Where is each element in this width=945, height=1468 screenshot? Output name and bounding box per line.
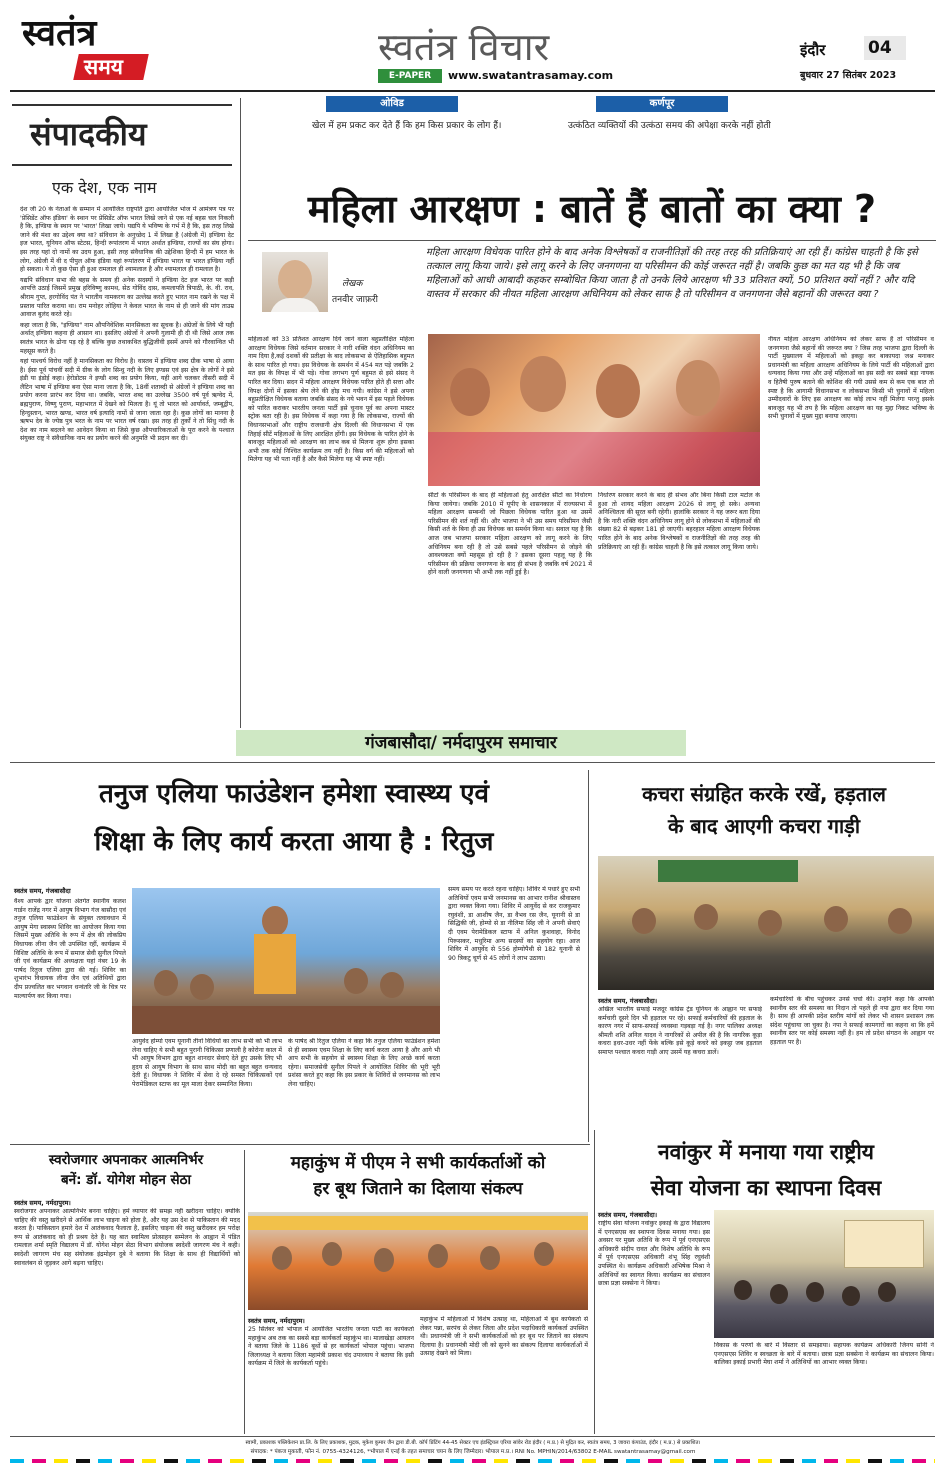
story3-headline-line2: बनें: डॉ. योगेश मोहन सेठा [60,1172,192,1188]
city-label: इंदौर [800,41,826,59]
story1-byline: स्वतंत्र समय, गंजबासौदा [14,887,71,895]
masthead-logo [22,14,162,82]
nss-event-photo [714,1210,934,1338]
logo-bottom-text: समय [84,55,123,79]
bjp-workers-photo [248,1212,588,1310]
health-camp-photo [132,888,440,1034]
story3-headline-line1: स्वरोजगार अपनाकर आत्मनिर्भर [48,1152,204,1168]
story2-headline [592,778,936,842]
story5-headline-line1: नवांकुर में मनाया गया राष्ट्रीय [658,1140,874,1164]
story4-headline-line2: हर बूथ जिताने का दिलाया संकल्प [313,1179,523,1199]
main-article-col4: नीयत महिला आरक्षण अधिनियम को लेकर साफ है तो परिसीमन व जनगणना जैसे बहानों की जरूरत क्या ? जिस तरह भाजपा द्वारा दिल्ली के पार्टी मुख्यालय में महिलाओं को इकट्ठा कर बाकायदा जश्न मनाकर प्रधानमंत्री का महिला आरक्षण अधिनियम के लिये पार्टी की महिलाओं द्वारा धन्यवाद किया गया और उन्हें महिलाओं का इस सदी का सबसे बड़ा नायक व हितैषी पुरुष बताने की कोशिश की गयी उससे कम से कम एक बात तो स्पष्ट है कि आगामी विधानसभा व लोकसभा किसी भी चुनावों में महिला उम्मीदवारों के लिए इस आरक्षण का कोई लाभ नहीं मिलेगा परन्तु इसके बावजूद यह भी तय है कि महिला आरक्षण का यह मुद्दा निकट भविष्य के सभी चुनावों में मुख्य मुद्दा बनाया जाएगा। [768,336,934,421]
issue-date: बुधवार 27 सितंबर 2023 [800,70,897,81]
editorial-paragraph: कहा जाता है कि, "इण्डिया" नाम औपनिवेशिक मानसिकता का सूचक है। अंग्रेजों के लिये भी यही अर्थात् इण्डिया कहना ही आसान था। इसलिए अंग्रेजों ने अपनी गुलामी ही दी थी जिसे आज तक स्वतंत्र भारत के ढोना पड़ रहे है बल्कि कुछ तथाकथित बुद्धिजीवी इसमें अपने को गौरवान्वित भी महसूस करते है। [20,321,234,355]
section-rule [10,762,935,763]
color-registration-bar [10,1459,935,1463]
story-rule [10,1144,590,1145]
footer-editor-line: संपादक: * पंकज मुकाती, फोन नं. 0755-4324126, *भोपाल में एनई के तहत समाचार चयन के लिए जिम्मेदार। भोपाल म.प्र.। RNI No. MPHIN/2014/63802 E-MAIL swatantrasamay@gmail.com [250,1449,696,1455]
story2-headline-line1: कचरा संग्रहित करके रखें, हड़ताल [642,782,886,806]
story5-headline-line2: सेवा योजना का स्थापना दिवस [650,1176,882,1200]
story2-col1: अखिल भारतीय सफाई मजदूर कांग्रेस ट्रेड यूनियन के आह्वान पर सफाई कर्मचारी दूसरे दिन भी हड़ताल पर रहे। सफाई कर्मचारियों की हड़ताल के कारण नगर में साफ-सफाई व्यवस्था गड़बड़ा गई है। नगर पालिका अध्यक्ष श्रीमती शशि अनिल यादव ने नागरिकों से अपील की है कि नागरिक कूड़ा कचरा इधर-उधर नहीं फेंके बल्कि इसे कूड़े कचरे को इकट्ठा जब हड़ताल समाप्त पश्चात कचरा गाड़ी आए उसमें यह कचरा डालें। [598,1006,762,1056]
story4-byline: स्वतंत्र समय, नर्मदापुरम। [248,1317,305,1325]
main-article-col3: निर्धारण सरकार करने के बाद ही संभव और बिना किसी टाल मटोल के हुआ तो शायद महिला आरक्षण 2026 से लागू हो सके। अन्यथा अनिश्चितता की सूरत बनी रहेगी। हालांकि सरकार ने यह जरूर बता दिया है कि नारी शक्ति वंदन अधिनियम लागू होने से लोकसभा में महिलाओं की संख्या 82 से बढ़कर 181 हो जाएगी। बहरहाल महिला आरक्षण विधेयक पारित होने के बाद अनेक विश्लेषकों व राजनीतिज्ञों की तरह तरह की प्रतिक्रियाएं आ रही हैं। कांग्रेस चाहती है कि इसे तत्काल लागू किया जाये। [598,492,760,551]
column-divider [244,1150,245,1434]
main-article-col1: महिलाओं को 33 प्रतिशत आरक्षण दिये जाने वाला बहुप्रतीक्षित महिला आरक्षण विधेयक जिसे वर्तमान सरकार ने नारी शक्ति वंदन अधिनियम का नाम दिया है,कई दशकों की प्रतीक्षा के बाद लोकसभा से ऐतिहासिक बहुमत के साथ पारित हो गया। इस विधेयक के समर्थन में 454 मत पड़े जबकि 2 मत इस के विपक्ष में भी पड़े। गोवा लगभग पूर्ण बहुमत से इसे संसद ने पारित कर दिया। सदन में महिला आरक्षण विधेयक पारित होते ही सत्ता और विपक्ष दोनों में इसका श्रेय लेने की होड़ मच गयी। कांग्रेस ने इसे अपना बहुप्रतीक्षित विधेयक बताया जबकि संसद के नये भवन में इस पहले विधेयक को पारित कराकर भारतीय जनता पार्टी इसे चुनाव पूर्व का अपना मास्टर स्ट्रोक बता रही है। इस विधेयक में कहा गया है कि लोकसभा, राज्यों की विधानसभाओं और राष्ट्रीय राजधानी क्षेत्र दिल्ली की विधानसभा में एक तिहाई सीटें महिलाओं के लिए आरक्षित होंगी। इस विधेयक के पारित होने के बावजूद महिलाओं को आरक्षण का लाभ कब से मिलना शुरू होगा इसका अभी तक कोई निश्चित कार्यक्रम तय नहीं है। किस वर्ग की महिलाओं को मिलेगा यह भी पता नहीं है और कैसे मिलेगा यह भी स्पष्ट नहीं। [248,336,414,464]
editorial-paragraph: यहां पाश्चर्य विरोध नहीं है मानसिकता का विरोध है। वास्तव में इण्डिया शब्द ग्रीक भाषा से आया है। ईसा पूर्व पांचवीं सदी में ग्रीक के लोग सिन्धु नदी के लिए इण्डस एवं इस क्षेत्र के लोगों ने इसे इंडी या इंडोई कहा। हेरोडोटस ने इण्डी शब्द का प्रयोग किया, यही आगे चलकर तीसरी सदी में लैटिन भाषा में इण्डिया बना ऐसा माना जाता है कि, 18वीं शताब्दी से अंग्रेजों ने इण्डिया शब्द का प्रयोग करना प्रारंभ कर दिया था। जबकि, भारत शब्द का उल्लेख 3500 वर्ष पूर्व ऋग्वेद में, ब्रह्मपुराण, विष्णु पुराण, महाभारत में देखने को मिलता है। यूं तो भारत को आर्यावर्त, जम्बूद्वीप, हिन्दुस्तान, भारत खण्ड, भारत वर्ष इत्यादि नामों से जाना जाता रहा है। कुछ लोगों का मानना है ऋषभ देव के ज्येष्ठ पुत्र भरत के नाम पर भारत वर्ष रखा। इस तरह ही तुर्कों ने तो सिंधु नदी के देश का नाम बदलने का आवेदन किया था जिसे कुछ औपचारिकताओं के पूरा करने के पश्चात संयुक्त राष्ट्र ने संवैधानिक नाम का प्रयोग करने की अनुमति भी प्रदान कर दी। [20,358,234,443]
story1-col1: वैश्य आपके द्वार योजना अंतर्गत स्थानीय कलश गार्डन राजेंद्र नगर में आयुष विभाग गंज बासौदा एवं तनुज एलिया फाउंडेशन के संयुक्त तत्वावधान में आयुष मेगा स्वास्थ्य शिविर का आयोजन किया गया जिसमें मुख्य अतिथि के रूप में क्षेत्र की लोकप्रिय विधायक लीना जैन जी उपस्थित रहीं, कार्यक्रम में विशिष्ट अतिथि के रूप में समाज सेवी सुनील पिपले जी एवं कार्यक्रम की अध्यक्षता यहां नंबर 19 के पार्षद रितुज एलिया द्वारा की गई। शिविर का शुभारंभ विधायक लीना जैन एवं अतिथियों द्वारा दीप प्रज्वलित कर भगवान धन्वंतरि जी के चित्र पर माल्यार्पण कर किया गया। [14,898,126,1000]
author-photo [262,252,328,312]
epaper-badge: E-PAPER [378,69,442,83]
editorial-paragraph: देश जी 20 के नेताओं के सम्मान में आयोजित राष्ट्रपति द्वारा आयोजित भोज में आमंत्रण पत्र पर 'प्रेसिडेंट ऑफ इंडिया' के स्थान पर प्रेसिडेंट ऑफ भारत लिखे जाने से एक नई बहस चल निकली है कि, इण्डिया के स्थान पर 'भारत' लिखा जाये। यद्यपि ये भविष्य के गर्भ में है कि, इस तरह लिखे जाने की मंशा का उद्देश्य क्या था? संविधान के अनुच्छेद 1 में लिखा है (अंग्रेजी में) इण्डिया देट इज भारत, यूनियन ऑफ स्टेटस, हिन्दी रूपांतरण में भारत अर्थात इण्डिया, राज्यों का संघ होगा। इस तरह यहां दो नामों का उदय हुआ, इसी तरह संवैधानिक की उद्देशिका हिन्दी में हम भारत के लोग, अंग्रेजी में वी द पीपुल ऑफ इंडिया यहां रूपांतरण में इण्डिया भारत या भारत इण्डिया नहीं हो सकता। ये तो कुछ ऐसा ही हुआ रामलाल ही श्यामलाल है और श्यामलाल ही रामलाल है। [20,206,234,274]
author-label: लेखक [342,279,363,289]
author-name: तनवीर जाफ़री [332,295,378,305]
logo-top-text: स्वतंत्र [22,13,97,54]
quote-right-label: कर्णपूर [596,96,728,112]
story5-body: राष्ट्रीय सेवा योजना नवांकुर इकाई के द्वारा विद्यालय में एनएसएस का स्थापना दिवस मनाया गया। इस अवसर पर मुख्य अतिथि के रूप में पूर्व एनएसएस अधिकारी संदीप रावत और विशेष अतिथि के रूप में पूर्व एनएसएस अधिकारी शंभू सिंह रघुवंशी उपस्थित थे। कार्यक्रम अधिकारी अभिषेक मिश्रा ने अतिथियों का स्वागत किया। कार्यक्रम का संचालन छात्रा प्रज्ञा सक्सेना ने किया। [598,1220,710,1288]
story1-headline [14,770,574,866]
story5-byline: स्वतंत्र समय, गंजबासौदा। [598,1211,658,1219]
editorial-label: संपादकीय [30,115,147,153]
story1-col4: समय समय पर करते रहना चाहिए। शिविर में पधारे हुए सभी अतिथियों एवम सभी जनमानस का आभार रानीश श्रीवास्तव द्वारा व्यक्त किया गया। शिविर में आयुर्वेद से कर राजकुमार रघुवंशी, डा आशीष जैन, डा वैभव रस जैन, यूनानी से डा सिद्धिकी जी, होम्यो से डा नीलिमा सिंह जी ने अपनी सेवाएं दी एवम पेरामेडिकल स्टाफ में अनिल कुशवाहा, विनोद पिरूसकर, मधुरिमा अन्य सदस्यों का सहयोग रहा। आज शिविर में आयुर्वेद से 556 होम्योपैथी से 182 यूनानी से 90 त्रिकटु चूर्ण से 45 लोगों ने लाभ उठाया। [448,886,580,962]
quote-left-label: ओविड [326,96,458,112]
story2-byline: स्वतंत्र समय, गंजबासौदा। [598,997,658,1005]
sanitation-meeting-photo [598,856,934,990]
quote-right-text: उत्कंठित व्यक्तियों की उत्कंठा समय की अपेक्षा करके नहीं होती [568,121,771,131]
footer-rule [10,1436,935,1437]
header-rule [10,90,935,92]
footer-imprint: स्वामी, प्रकाशक पब्लिकेशन प्रा.लि. के लिए प्रकाशक, मुद्रक, मुकेश कुमार जैन द्वारा डी.बी. कॉर्प प्रिंटिंग 44-45 सेक्टर एच इंडस्ट्रियल एरिया सांवेर रोड इंदौर ( म.प्र.) से मुद्रित कर, स्वतंत्र समय, 3 जावरा कंपाउंड, इंदौर ( म.प्र.) से प्रकाशित। [245,1440,701,1446]
editorial-subtitle: एक देश, एक नाम [52,178,157,197]
story3-byline: स्वतंत्र समय, नर्मदापुरम। [14,1199,71,1207]
story1-col3: के पार्षद श्री रितुज एलिया ने कहा कि तनुज एलिया फाउंडेशन हमेशा से ही स्वास्थ्य एवम शिक्षा के लिए कार्य करता आया है और आगे भी आप सभी के सहयोग से स्वास्थ्य शिक्षा के लिए अच्छे कार्य करता रहेगा। समाजसेवी सुनील पिपले ने आयोजित शिविर की भूरी भूरी प्रशंसा करते हुए कहा कि इस प्रकार के शिविरों से जनमानस को लाभ लेना चाहिए। [288,1038,440,1088]
story4-headline-line1: महाकुंभ में पीएम ने सभी कार्यकर्ताओं को [290,1153,546,1173]
section-bar-title: गंजबासौदा/ नर्मदापुरम समाचार [365,733,557,753]
main-intro: महिला आरक्षण विधेयक पारित होने के बाद अनेक विश्लेषकों व राजनीतिज्ञों की तरह तरह की प्रतिक्रियाएं आ रही हैं। कांग्रेस चाहती है कि इसे तत्काल लागू किया जाये। इसे लागू करने के लिए जनगणना या परिसीमन की कोई जरूरत नहीं है। जबकि कुछ का मत यह भी है कि जब महिलाओं को आधी आबादी कहकर सम्बोधित किया जाता है तो उनके लिये आरक्षण भी 33 प्रतिशत क्यों, 50 प्रतिशत क्यों नहीं ? और यदि वास्तव में सरकार की नीयत महिला आरक्षण अधिनियम को लेकर साफ है तो परिसीमन व जनगणना जैसे बहानों की जरूरत क्या ? [426,247,918,300]
page-number: 04 [868,38,892,58]
story4-headline [248,1150,588,1202]
story4-col1: 25 सितंबर को भोपाल में आयोजित भारतीय जनता पार्टी का कार्यकर्ता महाकुंभ अब तक का सबसे बड़ा कार्यकर्ता महाकुंभ था। मालाखेड़ा आयलन ने बताया जिले के 1186 बूथों से हर कार्यकर्ता भोपाल पहुंचा। भाजपा जिलाध्यक्ष ने बताया जिला महामंत्री प्रकाश चंद उपाध्याय ने बताया कि इसी कार्यक्रम में जिले के कार्यकर्ता पहुंचे। [248,1326,414,1368]
column-divider [240,98,241,728]
story2-col2: कर्मचारियों के बीच पहुंचकर उनसे चर्चा की। उन्होंने कहा कि आपकी स्थानीय स्तर की समस्या का निदान तो पहले ही नपा द्वारा कर दिया गया है। साथ ही आपकी प्रदेश स्तरीय मांगों को लेकर भी शासन प्रशासन तक संदेश पहुंचाया जा चुका है। नपा ने सफाई कामगारों का कहना था कि हमें स्थानीय स्तर पर कोई समस्या नहीं है। हम तो प्रदेश संगठन के आह्वान पर हड़ताल पर है। [770,996,934,1046]
story1-col2: आयुर्वेद होम्यो एवम यूनानी तीनों विधियों का लाभ सभी को भी लाभ लेना चाहिए ये सभी बहुत पुरानी चिकित्सा प्रणाली है कोरोना काल में भी आयुष विभाग द्वारा बहुत शानदार सेवाएं देते हुए उसके लिए भी हृदय से आयुष विभाग के साथ साथ मोदी का बहुत बहुत धन्यवाद देती हूं। विधायक ने शिविर में सेवा दे रहे समस्त चिकित्सकों एवं पेरामेडिकल स्टाफ का मूल माला देकर सम्मानित किया। [132,1038,282,1088]
main-article-col2: सीटों के परिसीमन के बाद ही महिलाओं हेतु आरक्षित सीटों का निर्धारण किया जायेगा। जबकि 2010 में यूपीए के शासनकाल में राज्यसभा में महिला आरक्षण सम्बन्धी जो पिछला विधेयक पारित हुआ था उसमें परिसीमन की शर्त नहीं थी। और भाजपा ने भी उस समय परिसीमन जैसी किसी शर्त के बिना ही उस विधेयक का समर्थन किया था। सवाल यह है कि आज जब भाजपा सरकार महिला आरक्षण को लागू करने के लिए अधिनियम बना रही है तो उसे सबसे पहले परिसीमन से जोड़ने की आवश्यकता क्यों महसूस हो रही है ? इसका दूसरा पहलू यह है कि परिसीमन की प्रक्रिया जनगणना के बाद ही संभव है जबकि वर्ष 2021 में होने वाली जनगणना भी अभी तक नहीं हुई है। [428,492,592,577]
story5-headline [598,1134,934,1206]
quote-left-text: खेल में हम प्रकट कर देते हैं कि हम किस प्रकार के लोग हैं। [312,121,502,131]
story3-body: स्वरोजगार अपनाकर आत्मनिर्भर बनना चाहिए। हमें व्यापार की समझ नहीं खरीदना चाहिए। क्योंकि चाहिए की वस्तु खरीदने से आर्थिक लाभ चाइना को होता है, और यह उस देश से पाकिस्तान की मदद करता है। पाकिस्तान हमारे देश में आतंकवाद फैलाता है, इसलिए चाइना की वस्तु खरीदकर हम परोक्ष रूप से आतंकवाद को ही प्रश्रय देते है। यह बात स्वामित्व प्रोत्साहन सम्मेलन के आह्वान में पंडित रामलाल शर्मा स्मृति विद्यालय में डॉ. योगेश मोहन सेठा विभाग संयोजक स्वदेशी जागरण मंच ने कही। स्वदेशी जागरण मंच सह संयोजक इंद्रमोहन दुबे ने बताया कि शिक्षा के साथ ही विद्यार्थियों को स्वावलंबन से जुड़कर आगे बढ़ना चाहिए। [14,1208,240,1267]
column-divider [588,770,589,1142]
story5-tail: विकास के परणों के बारे में विस्तार से समझाया। सहायक कार्यक्रम अधिकारी जिनय सोनी ने एनएसएस शिविर व स्वच्छता के बारे में बताया। छात्रा प्रज्ञा सक्सेना ने कार्यक्रम का संचालन किया। बालिका इकाई प्रभारी मेघा शर्मा ने अतिथियों का आभार व्यक्त किया। [714,1342,934,1367]
main-headline: महिला आरक्षण : बातें हैं बातों का क्या ? [307,187,877,231]
website-link[interactable]: www.swatantrasamay.com [448,69,614,82]
women-rally-photo [428,334,760,486]
paper-title: स्वतंत्र विचार [378,25,550,69]
column-divider [594,1130,595,1434]
story2-headline-line2: के बाद आएगी कचरा गाड़ी [667,814,861,838]
story4-col2: महाकुंभ में महिलाओं में विशेष उत्साह था, महिलाओं में बूथ कार्यकर्ता से लेकर पन्ना, सरपंच से लेकर जिला और प्रदेश पदाधिकारी कार्यकर्ता उपस्थित थी। प्रधानमंत्री जी ने सभी कार्यकर्ताओं को हर बूथ पर जिताने का संकल्प दिलाया है। प्रधानमंत्री मोदी जी को सुनने का संकल्प दिलाया कार्यकर्ताओं में उत्साह देखने को मिला। [420,1316,588,1358]
editorial-body [20,206,234,726]
headline-rule [248,240,936,241]
story1-headline-line2: शिक्षा के लिए कार्य करता आया है : रितुज [94,827,494,857]
editorial-paragraph: यद्यपि संविधान सभा की बहस के समय ही अनेक सदस्यों ने इण्डिया देट इज भारत पर कड़ी आपत्ति उठाई जिसमें प्रमुख हरिविष्णु कामथ, सेठ गोविंद दास, कमलापति त्रिपाठी, के. वी. राव, श्रीराम गुप्त, हरगोविंद पंत ने भारतीय नामकरण का उल्लेख करते हुए भारत नाम रखने के पक्ष में प्रस्ताव पारित कराया था। राम मनोहर लोहिया ने केवल भारत के नाम से ही जाने की मांग ताउम्र आवाज बुलंद करते रहे। [20,276,234,319]
story1-headline-line1: तनुज एलिया फाउंडेशन हमेशा स्वास्थ्य एवं [98,779,490,809]
story3-headline [14,1150,238,1190]
